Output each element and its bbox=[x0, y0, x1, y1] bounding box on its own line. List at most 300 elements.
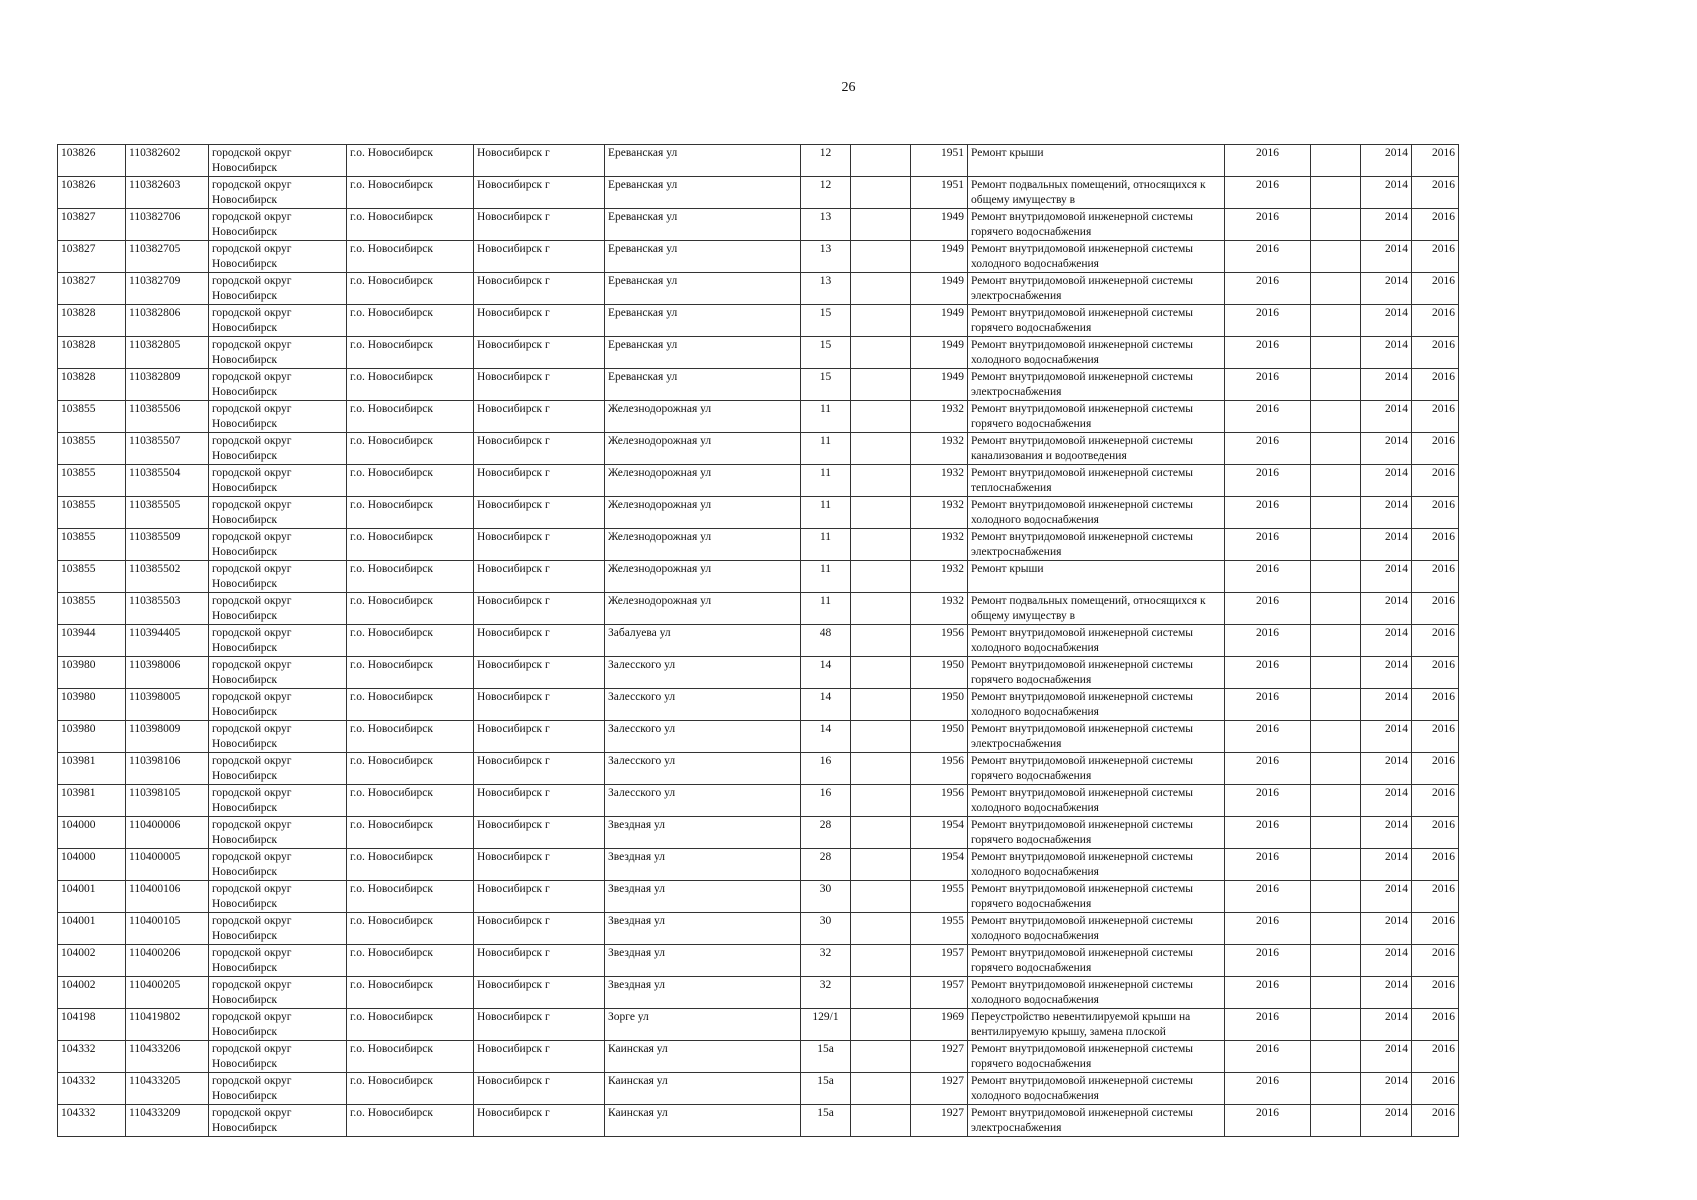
street-cell-text: Залесского ул bbox=[608, 723, 676, 735]
house-number-cell bbox=[801, 753, 851, 785]
locality-cell-text: Новосибирск г bbox=[477, 371, 550, 383]
building-cell bbox=[851, 369, 911, 401]
house-number-cell-text: 30 bbox=[819, 883, 832, 895]
locality-cell-text: Новосибирск г bbox=[477, 979, 550, 991]
district-cell-text: городской округ Новосибирск bbox=[212, 147, 292, 174]
work-code-cell-text: 110394405 bbox=[129, 627, 181, 639]
work-type-cell-text: Ремонт внутридомовой инженерной системы горячего водоснабжения bbox=[971, 659, 1194, 686]
period-start-cell bbox=[1361, 497, 1412, 529]
work-type-cell bbox=[968, 497, 1225, 529]
house-number-cell-text: 28 bbox=[819, 851, 832, 863]
house-number-cell bbox=[801, 1105, 851, 1137]
house-number-cell bbox=[801, 177, 851, 209]
building-cell bbox=[851, 849, 911, 881]
period-end-cell bbox=[1412, 881, 1459, 913]
locality-cell bbox=[474, 625, 605, 657]
work-type-cell-text: Ремонт внутридомовой инженерной системы холодного водоснабжения bbox=[971, 691, 1194, 718]
municipality-cell bbox=[347, 689, 474, 721]
object-id-cell-text: 104198 bbox=[61, 1011, 96, 1023]
plan-year-cell-text: 2016 bbox=[1256, 979, 1279, 991]
work-type-cell bbox=[968, 657, 1225, 689]
period-end-cell-text: 2016 bbox=[1432, 179, 1455, 191]
building-cell bbox=[851, 753, 911, 785]
district-cell bbox=[209, 305, 347, 337]
street-cell-text: Ереванская ул bbox=[608, 275, 678, 287]
district-cell bbox=[209, 1105, 347, 1137]
plan-year-cell-text: 2016 bbox=[1256, 691, 1279, 703]
build-year-cell bbox=[911, 273, 968, 305]
municipality-cell-text: г.о. Новосибирск bbox=[350, 691, 433, 703]
municipality-cell bbox=[347, 497, 474, 529]
blank-cell bbox=[1311, 433, 1361, 465]
locality-cell bbox=[474, 305, 605, 337]
plan-year-cell-text: 2016 bbox=[1256, 819, 1279, 831]
build-year-cell-text: 1932 bbox=[941, 403, 964, 415]
plan-year-cell-text: 2016 bbox=[1256, 147, 1279, 159]
street-cell bbox=[605, 849, 801, 881]
blank-cell bbox=[1311, 209, 1361, 241]
work-type-cell-text: Ремонт внутридомовой инженерной системы электроснабжения bbox=[971, 531, 1194, 558]
district-cell bbox=[209, 337, 347, 369]
work-type-cell-text: Ремонт внутридомовой инженерной системы горячего водоснабжения bbox=[971, 883, 1194, 910]
house-number-cell bbox=[801, 593, 851, 625]
build-year-cell bbox=[911, 209, 968, 241]
district-cell-text: городской округ Новосибирск bbox=[212, 435, 292, 462]
period-end-cell bbox=[1412, 721, 1459, 753]
build-year-cell-text: 1951 bbox=[941, 147, 964, 159]
work-type-cell-text: Ремонт внутридомовой инженерной системы горячего водоснабжения bbox=[971, 755, 1194, 782]
registry-body bbox=[58, 145, 1459, 1137]
work-code-cell bbox=[126, 433, 209, 465]
district-cell bbox=[209, 785, 347, 817]
period-end-cell bbox=[1412, 273, 1459, 305]
work-code-cell-text: 110433209 bbox=[129, 1107, 181, 1119]
plan-year-cell bbox=[1225, 561, 1311, 593]
street-cell-text: Забалуева ул bbox=[608, 627, 671, 639]
locality-cell-text: Новосибирск г bbox=[477, 435, 550, 447]
table-row bbox=[58, 209, 1459, 241]
house-number-cell bbox=[801, 433, 851, 465]
object-id-cell bbox=[58, 945, 126, 977]
work-code-cell-text: 110382809 bbox=[129, 371, 181, 383]
municipality-cell-text: г.о. Новосибирск bbox=[350, 275, 433, 287]
municipality-cell bbox=[347, 657, 474, 689]
table-row bbox=[58, 145, 1459, 177]
street-cell bbox=[605, 1105, 801, 1137]
municipality-cell bbox=[347, 433, 474, 465]
district-cell bbox=[209, 721, 347, 753]
period-end-cell-text: 2016 bbox=[1432, 627, 1455, 639]
period-end-cell bbox=[1412, 625, 1459, 657]
building-cell bbox=[851, 913, 911, 945]
work-type-cell-text: Ремонт внутридомовой инженерной системы электроснабжения bbox=[971, 723, 1194, 750]
work-code-cell-text: 110382805 bbox=[129, 339, 181, 351]
plan-year-cell-text: 2016 bbox=[1256, 851, 1279, 863]
object-id-cell bbox=[58, 881, 126, 913]
blank-cell bbox=[1311, 465, 1361, 497]
street-cell-text: Железнодорожная ул bbox=[608, 435, 712, 447]
plan-year-cell bbox=[1225, 977, 1311, 1009]
locality-cell bbox=[474, 689, 605, 721]
build-year-cell bbox=[911, 945, 968, 977]
district-cell-text: городской округ Новосибирск bbox=[212, 275, 292, 302]
plan-year-cell bbox=[1225, 753, 1311, 785]
period-start-cell-text: 2014 bbox=[1385, 243, 1408, 255]
object-id-cell-text: 103826 bbox=[61, 147, 96, 159]
street-cell bbox=[605, 529, 801, 561]
work-type-cell bbox=[968, 1105, 1225, 1137]
period-start-cell-text: 2014 bbox=[1385, 339, 1408, 351]
blank-cell bbox=[1311, 177, 1361, 209]
work-code-cell-text: 110400206 bbox=[129, 947, 181, 959]
district-cell bbox=[209, 241, 347, 273]
object-id-cell bbox=[58, 241, 126, 273]
object-id-cell-text: 104000 bbox=[61, 819, 96, 831]
building-cell bbox=[851, 881, 911, 913]
district-cell bbox=[209, 369, 347, 401]
street-cell-text: Звездная ул bbox=[608, 915, 665, 927]
street-cell-text: Ереванская ул bbox=[608, 211, 678, 223]
district-cell bbox=[209, 209, 347, 241]
object-id-cell bbox=[58, 1041, 126, 1073]
building-cell bbox=[851, 1105, 911, 1137]
period-end-cell-text: 2016 bbox=[1432, 755, 1455, 767]
street-cell bbox=[605, 689, 801, 721]
object-id-cell bbox=[58, 209, 126, 241]
period-end-cell bbox=[1412, 1105, 1459, 1137]
house-number-cell-text: 32 bbox=[819, 979, 832, 991]
build-year-cell bbox=[911, 753, 968, 785]
build-year-cell-text: 1932 bbox=[941, 595, 964, 607]
plan-year-cell-text: 2016 bbox=[1256, 307, 1279, 319]
period-start-cell bbox=[1361, 881, 1412, 913]
locality-cell bbox=[474, 913, 605, 945]
period-start-cell bbox=[1361, 977, 1412, 1009]
object-id-cell bbox=[58, 433, 126, 465]
period-start-cell-text: 2014 bbox=[1385, 275, 1408, 287]
district-cell bbox=[209, 913, 347, 945]
page-number: 26 bbox=[841, 80, 856, 95]
municipality-cell-text: г.о. Новосибирск bbox=[350, 403, 433, 415]
period-start-cell-text: 2014 bbox=[1385, 1043, 1408, 1055]
work-type-cell bbox=[968, 177, 1225, 209]
work-code-cell bbox=[126, 913, 209, 945]
locality-cell bbox=[474, 945, 605, 977]
building-cell bbox=[851, 1041, 911, 1073]
work-code-cell bbox=[126, 241, 209, 273]
work-code-cell-text: 110382709 bbox=[129, 275, 181, 287]
object-id-cell bbox=[58, 593, 126, 625]
build-year-cell bbox=[911, 817, 968, 849]
build-year-cell bbox=[911, 977, 968, 1009]
municipality-cell-text: г.о. Новосибирск bbox=[350, 627, 433, 639]
period-start-cell-text: 2014 bbox=[1385, 691, 1408, 703]
work-type-cell bbox=[968, 465, 1225, 497]
locality-cell-text: Новосибирск г bbox=[477, 339, 550, 351]
work-code-cell bbox=[126, 1105, 209, 1137]
locality-cell bbox=[474, 177, 605, 209]
period-end-cell-text: 2016 bbox=[1432, 979, 1455, 991]
district-cell-text: городской округ Новосибирск bbox=[212, 1043, 292, 1070]
house-number-cell bbox=[801, 1073, 851, 1105]
district-cell-text: городской округ Новосибирск bbox=[212, 1011, 292, 1038]
locality-cell-text: Новосибирск г bbox=[477, 851, 550, 863]
district-cell-text: городской округ Новосибирск bbox=[212, 915, 292, 942]
work-type-cell bbox=[968, 593, 1225, 625]
district-cell-text: городской округ Новосибирск bbox=[212, 307, 292, 334]
work-code-cell-text: 110382602 bbox=[129, 147, 181, 159]
work-code-cell-text: 110400205 bbox=[129, 979, 181, 991]
district-cell-text: городской округ Новосибирск bbox=[212, 819, 292, 846]
build-year-cell bbox=[911, 913, 968, 945]
object-id-cell-text: 103981 bbox=[61, 787, 96, 799]
blank-cell bbox=[1311, 497, 1361, 529]
locality-cell-text: Новосибирск г bbox=[477, 563, 550, 575]
object-id-cell-text: 103827 bbox=[61, 275, 96, 287]
build-year-cell bbox=[911, 881, 968, 913]
district-cell-text: городской округ Новосибирск bbox=[212, 979, 292, 1006]
municipality-cell bbox=[347, 593, 474, 625]
street-cell-text: Залесского ул bbox=[608, 787, 676, 799]
period-end-cell bbox=[1412, 689, 1459, 721]
work-code-cell-text: 110433206 bbox=[129, 1043, 181, 1055]
house-number-cell bbox=[801, 817, 851, 849]
period-start-cell-text: 2014 bbox=[1385, 1107, 1408, 1119]
plan-year-cell-text: 2016 bbox=[1256, 723, 1279, 735]
object-id-cell-text: 104332 bbox=[61, 1043, 96, 1055]
period-end-cell bbox=[1412, 241, 1459, 273]
period-end-cell bbox=[1412, 337, 1459, 369]
building-cell bbox=[851, 305, 911, 337]
registry-table bbox=[57, 144, 1459, 1137]
build-year-cell-text: 1954 bbox=[941, 851, 964, 863]
district-cell bbox=[209, 817, 347, 849]
blank-cell bbox=[1311, 753, 1361, 785]
period-end-cell bbox=[1412, 1041, 1459, 1073]
table-row bbox=[58, 689, 1459, 721]
period-end-cell bbox=[1412, 209, 1459, 241]
blank-cell bbox=[1311, 945, 1361, 977]
plan-year-cell bbox=[1225, 1105, 1311, 1137]
street-cell bbox=[605, 241, 801, 273]
district-cell-text: городской округ Новосибирск bbox=[212, 403, 292, 430]
street-cell bbox=[605, 177, 801, 209]
building-cell bbox=[851, 721, 911, 753]
street-cell-text: Ереванская ул bbox=[608, 179, 678, 191]
work-type-cell-text: Ремонт крыши bbox=[971, 147, 1044, 159]
locality-cell-text: Новосибирск г bbox=[477, 307, 550, 319]
period-end-cell bbox=[1412, 1009, 1459, 1041]
district-cell bbox=[209, 1073, 347, 1105]
table-row bbox=[58, 369, 1459, 401]
municipality-cell-text: г.о. Новосибирск bbox=[350, 211, 433, 223]
plan-year-cell bbox=[1225, 145, 1311, 177]
locality-cell bbox=[474, 1073, 605, 1105]
locality-cell-text: Новосибирск г bbox=[477, 595, 550, 607]
street-cell bbox=[605, 369, 801, 401]
blank-cell bbox=[1311, 273, 1361, 305]
work-code-cell bbox=[126, 465, 209, 497]
district-cell-text: городской округ Новосибирск bbox=[212, 595, 292, 622]
period-start-cell-text: 2014 bbox=[1385, 723, 1408, 735]
street-cell bbox=[605, 465, 801, 497]
plan-year-cell-text: 2016 bbox=[1256, 915, 1279, 927]
period-end-cell-text: 2016 bbox=[1432, 243, 1455, 255]
work-code-cell bbox=[126, 145, 209, 177]
plan-year-cell-text: 2016 bbox=[1256, 787, 1279, 799]
district-cell bbox=[209, 625, 347, 657]
district-cell-text: городской округ Новосибирск bbox=[212, 755, 292, 782]
district-cell-text: городской округ Новосибирск bbox=[212, 339, 292, 366]
district-cell-text: городской округ Новосибирск bbox=[212, 851, 292, 878]
work-type-cell bbox=[968, 1009, 1225, 1041]
plan-year-cell-text: 2016 bbox=[1256, 563, 1279, 575]
plan-year-cell bbox=[1225, 721, 1311, 753]
plan-year-cell bbox=[1225, 529, 1311, 561]
district-cell-text: городской округ Новосибирск bbox=[212, 1107, 292, 1134]
locality-cell bbox=[474, 241, 605, 273]
object-id-cell-text: 103981 bbox=[61, 755, 96, 767]
object-id-cell-text: 104001 bbox=[61, 883, 96, 895]
work-code-cell bbox=[126, 1073, 209, 1105]
street-cell-text: Железнодорожная ул bbox=[608, 595, 712, 607]
blank-cell bbox=[1311, 337, 1361, 369]
house-number-cell bbox=[801, 625, 851, 657]
period-start-cell-text: 2014 bbox=[1385, 147, 1408, 159]
house-number-cell-text: 11 bbox=[819, 435, 832, 447]
street-cell-text: Железнодорожная ул bbox=[608, 467, 712, 479]
street-cell bbox=[605, 657, 801, 689]
street-cell bbox=[605, 273, 801, 305]
blank-cell bbox=[1311, 817, 1361, 849]
municipality-cell bbox=[347, 625, 474, 657]
object-id-cell bbox=[58, 753, 126, 785]
build-year-cell bbox=[911, 177, 968, 209]
period-end-cell bbox=[1412, 785, 1459, 817]
work-code-cell-text: 110398005 bbox=[129, 691, 181, 703]
build-year-cell-text: 1956 bbox=[941, 755, 964, 767]
house-number-cell bbox=[801, 145, 851, 177]
street-cell bbox=[605, 913, 801, 945]
municipality-cell-text: г.о. Новосибирск bbox=[350, 755, 433, 767]
district-cell bbox=[209, 433, 347, 465]
work-type-cell-text: Ремонт внутридомовой инженерной системы горячего водоснабжения bbox=[971, 1043, 1194, 1070]
plan-year-cell bbox=[1225, 849, 1311, 881]
work-code-cell bbox=[126, 881, 209, 913]
object-id-cell-text: 104332 bbox=[61, 1107, 96, 1119]
work-type-cell bbox=[968, 529, 1225, 561]
municipality-cell-text: г.о. Новосибирск bbox=[350, 1107, 433, 1119]
period-start-cell bbox=[1361, 177, 1412, 209]
house-number-cell-text: 32 bbox=[819, 947, 832, 959]
work-code-cell bbox=[126, 625, 209, 657]
plan-year-cell-text: 2016 bbox=[1256, 403, 1279, 415]
period-end-cell-text: 2016 bbox=[1432, 1107, 1455, 1119]
district-cell-text: городской округ Новосибирск bbox=[212, 243, 292, 270]
house-number-cell bbox=[801, 465, 851, 497]
municipality-cell-text: г.о. Новосибирск bbox=[350, 979, 433, 991]
plan-year-cell-text: 2016 bbox=[1256, 499, 1279, 511]
street-cell-text: Ереванская ул bbox=[608, 371, 678, 383]
work-type-cell bbox=[968, 625, 1225, 657]
municipality-cell-text: г.о. Новосибирск bbox=[350, 947, 433, 959]
period-start-cell-text: 2014 bbox=[1385, 627, 1408, 639]
build-year-cell bbox=[911, 1009, 968, 1041]
build-year-cell-text: 1932 bbox=[941, 499, 964, 511]
period-start-cell-text: 2014 bbox=[1385, 211, 1408, 223]
table-row bbox=[58, 625, 1459, 657]
period-start-cell-text: 2014 bbox=[1385, 467, 1408, 479]
house-number-cell bbox=[801, 657, 851, 689]
blank-cell bbox=[1311, 593, 1361, 625]
district-cell-text: городской округ Новосибирск bbox=[212, 563, 292, 590]
table-row bbox=[58, 401, 1459, 433]
municipality-cell bbox=[347, 1009, 474, 1041]
work-type-cell-text: Переустройство невентилируемой крыши на вентилируемую крышу, замена плоской bbox=[971, 1011, 1191, 1038]
blank-cell bbox=[1311, 913, 1361, 945]
plan-year-cell-text: 2016 bbox=[1256, 947, 1279, 959]
plan-year-cell-text: 2016 bbox=[1256, 627, 1279, 639]
object-id-cell-text: 103828 bbox=[61, 307, 96, 319]
municipality-cell bbox=[347, 177, 474, 209]
house-number-cell bbox=[801, 273, 851, 305]
street-cell bbox=[605, 977, 801, 1009]
municipality-cell bbox=[347, 369, 474, 401]
municipality-cell-text: г.о. Новосибирск bbox=[350, 1011, 433, 1023]
object-id-cell-text: 103827 bbox=[61, 211, 96, 223]
period-end-cell-text: 2016 bbox=[1432, 307, 1455, 319]
object-id-cell-text: 104002 bbox=[61, 947, 96, 959]
period-end-cell bbox=[1412, 497, 1459, 529]
work-type-cell bbox=[968, 241, 1225, 273]
street-cell-text: Ереванская ул bbox=[608, 339, 678, 351]
work-type-cell-text: Ремонт подвальных помещений, относящихся к общему имуществу в bbox=[971, 595, 1206, 622]
locality-cell-text: Новосибирск г bbox=[477, 1107, 550, 1119]
locality-cell bbox=[474, 561, 605, 593]
work-type-cell bbox=[968, 561, 1225, 593]
plan-year-cell bbox=[1225, 369, 1311, 401]
locality-cell bbox=[474, 817, 605, 849]
blank-cell bbox=[1311, 1041, 1361, 1073]
work-code-cell bbox=[126, 753, 209, 785]
work-type-cell-text: Ремонт внутридомовой инженерной системы канализования и водоотведения bbox=[971, 435, 1194, 462]
period-start-cell bbox=[1361, 401, 1412, 433]
building-cell bbox=[851, 177, 911, 209]
work-code-cell-text: 110385506 bbox=[129, 403, 181, 415]
table-row bbox=[58, 1073, 1459, 1105]
build-year-cell-text: 1956 bbox=[941, 627, 964, 639]
object-id-cell-text: 103826 bbox=[61, 179, 96, 191]
work-code-cell-text: 110385507 bbox=[129, 435, 181, 447]
work-type-cell bbox=[968, 977, 1225, 1009]
blank-cell bbox=[1311, 241, 1361, 273]
house-number-cell bbox=[801, 849, 851, 881]
house-number-cell bbox=[801, 241, 851, 273]
municipality-cell-text: г.о. Новосибирск bbox=[350, 883, 433, 895]
period-end-cell bbox=[1412, 977, 1459, 1009]
house-number-cell-text: 11 bbox=[819, 563, 832, 575]
municipality-cell bbox=[347, 817, 474, 849]
district-cell bbox=[209, 1009, 347, 1041]
locality-cell-text: Новосибирск г bbox=[477, 659, 550, 671]
street-cell bbox=[605, 1041, 801, 1073]
house-number-cell bbox=[801, 497, 851, 529]
build-year-cell-text: 1950 bbox=[941, 659, 964, 671]
district-cell bbox=[209, 753, 347, 785]
object-id-cell-text: 104000 bbox=[61, 851, 96, 863]
build-year-cell bbox=[911, 401, 968, 433]
period-end-cell bbox=[1412, 1073, 1459, 1105]
